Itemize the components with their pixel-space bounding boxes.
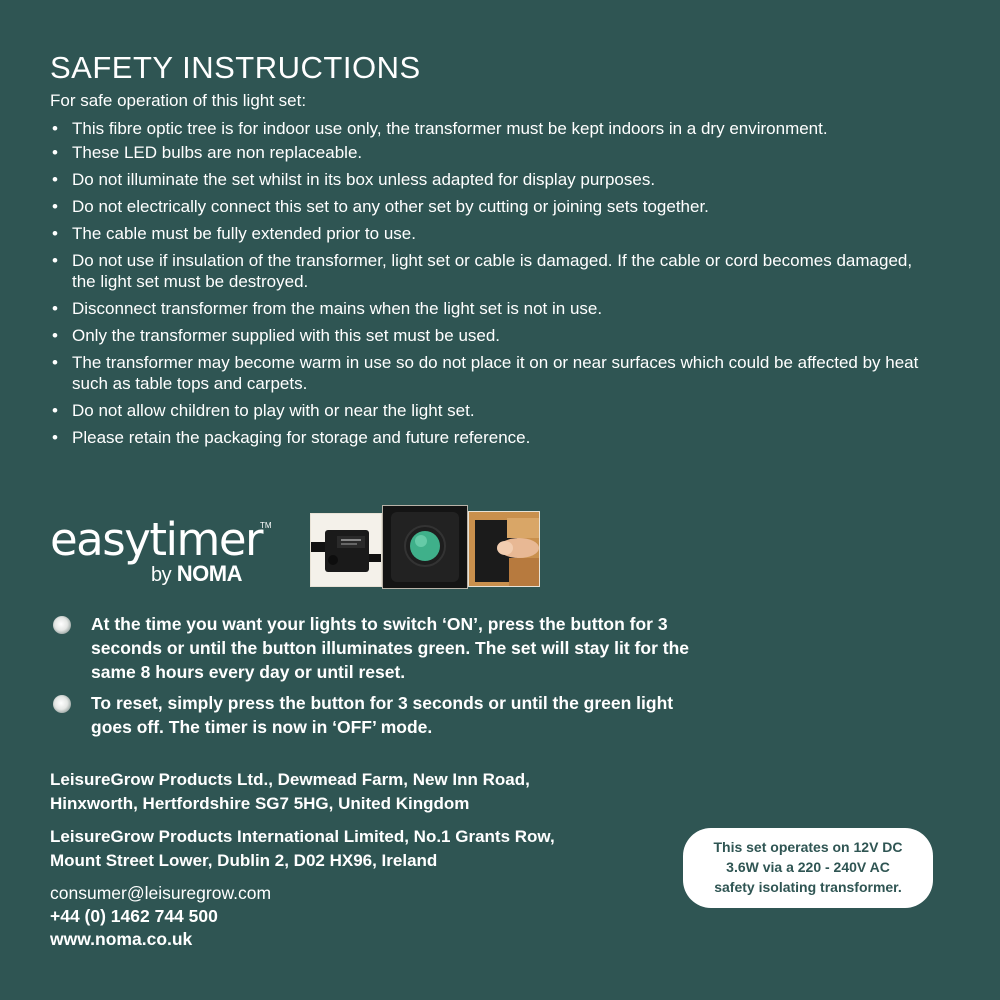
product-photos — [310, 505, 540, 587]
safety-item: • Do not allow children to play with or near the light set. — [50, 400, 930, 421]
address-uk: LeisureGrow Products Ltd., Dewmead Farm, New Inn Road, Hinxworth, Hertfordshire SG7 5HG, United Kingdom — [50, 770, 530, 813]
safety-item: • This fibre optic tree is for indoor use only, the transformer must be kept indoors in a dry environment. — [50, 116, 930, 142]
safety-item: • Please retain the packaging for storage and future reference. — [50, 427, 930, 448]
safety-item: • Only the transformer supplied with this set must be used. — [50, 325, 930, 346]
finger-pressing-button-photo — [468, 511, 540, 587]
timer-instruction-item: At the time you want your lights to switch ‘ON’, press the button for 3 seconds or until the button illuminates green. The set will stay lit for the same 8 hours every day or until reset. — [50, 612, 710, 684]
safety-item: • These LED bulbs are non replaceable. — [50, 142, 930, 163]
timer-instruction-item: To reset, simply press the button for 3 seconds or until the green light goes off. The timer is now in ‘OFF’ mode. — [50, 691, 710, 739]
safety-item: • The cable must be fully extended prior to use. — [50, 223, 930, 244]
safety-item: • Disconnect transformer from the mains when the light set is not in use. — [50, 298, 930, 319]
safety-item: • Do not use if insulation of the transformer, light set or cable is damaged. If the cable or cord becomes damaged, the light set must be destroyed. — [50, 250, 930, 292]
easytimer-logo — [50, 515, 270, 585]
contact-email[interactable]: consumer@leisuregrow.com — [50, 883, 272, 903]
safety-item: • Do not illuminate the set whilst in its box unless adapted for display purposes. — [50, 169, 930, 190]
address-ireland: LeisureGrow Products International Limited, No.1 Grants Row, Mount Street Lower, Dublin 2, D02 HX96, Ireland — [50, 827, 555, 870]
safety-list — [50, 116, 930, 454]
logo-byline: by NOMA — [151, 561, 242, 586]
easytimer-transformer-photo — [310, 513, 382, 587]
logo-wordmark: easytimer — [50, 513, 263, 566]
easytimer-instructions — [50, 612, 710, 746]
safety-title: SAFETY INSTRUCTIONS — [50, 50, 421, 85]
contact-website[interactable]: www.noma.co.uk — [50, 929, 193, 949]
timer-button-green-photo — [382, 505, 468, 589]
safety-item: • The transformer may become warm in use so do not place it on or near surfaces which could be affected by heat such as table tops and carpets. — [50, 352, 930, 394]
logo-trademark: TM — [260, 521, 272, 530]
power-spec-badge: This set operates on 12V DC 3.6W via a 220 - 240V AC safety isolating transformer. — [683, 828, 933, 908]
contact-details — [50, 882, 271, 951]
bullet-dot-icon — [53, 695, 71, 713]
safety-item: • Do not electrically connect this set to any other set by cutting or joining sets together. — [50, 196, 930, 217]
bullet-dot-icon — [53, 616, 71, 634]
safety-intro: For safe operation of this light set: — [50, 91, 307, 110]
contact-phone: +44 (0) 1462 744 500 — [50, 906, 218, 926]
